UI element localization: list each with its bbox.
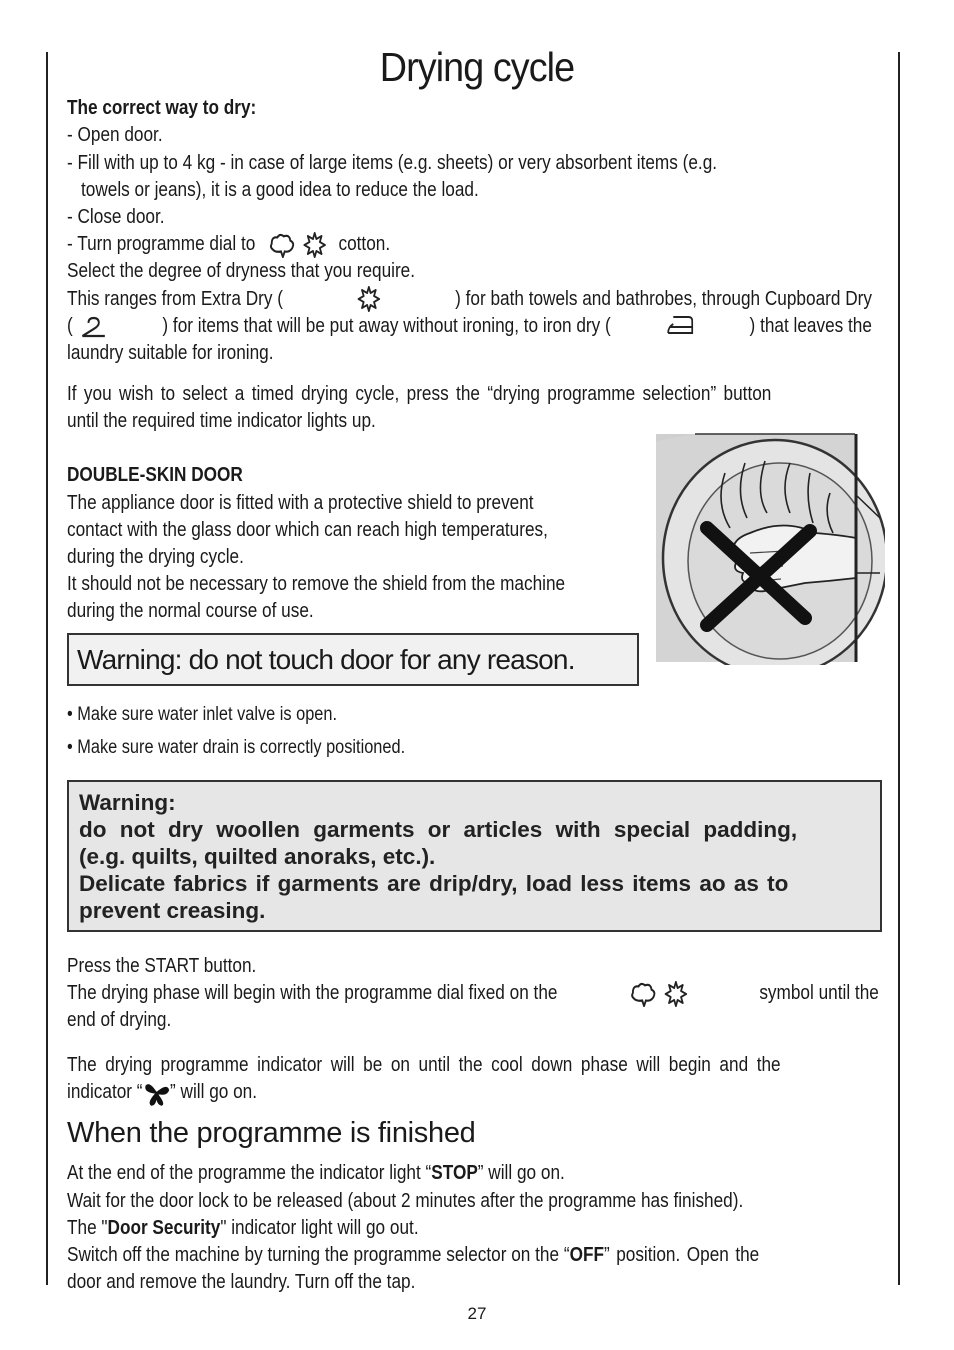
step-turn-cotton: cotton. bbox=[338, 233, 391, 255]
off-label: OFF bbox=[569, 1244, 604, 1266]
warning-line: Warning: bbox=[79, 790, 176, 815]
step-turn-text: - Turn programme dial to bbox=[67, 233, 256, 255]
timed-line-2: until the required time indicator lights up. bbox=[67, 410, 376, 432]
phase-c: end of drying. bbox=[67, 1009, 172, 1031]
finished-line-4 bbox=[67, 1242, 879, 1269]
timed-line-1-text: If you wish to select a timed drying cycle, press the “drying programme selection” button bbox=[67, 383, 772, 405]
phase-b: symbol until the bbox=[759, 982, 879, 1004]
indicator-line-2 bbox=[67, 1079, 257, 1106]
finished-line-2: Wait for the door lock to be released (about 2 minutes after the programme has finished). bbox=[67, 1190, 744, 1212]
finished-heading: When the programme is finished bbox=[67, 1117, 476, 1149]
range-2c: ) that leaves the bbox=[749, 315, 872, 337]
fabric-warning-box bbox=[67, 780, 882, 932]
check-item: • Make sure water inlet valve is open. bbox=[67, 704, 338, 725]
finished-line-3 bbox=[67, 1215, 419, 1242]
sun-dry-icon bbox=[664, 981, 688, 1007]
cotton-symbol-icon bbox=[628, 981, 659, 1007]
step-turn-dial bbox=[67, 231, 390, 258]
finished-l4a: Switch off the machine by turning the programme selector on the “ bbox=[67, 1244, 570, 1266]
hand-on-door-crossed-out bbox=[655, 433, 885, 665]
warning-line: prevent creasing. bbox=[79, 898, 266, 923]
page-title: Drying cycle bbox=[379, 44, 575, 90]
door-warning-box bbox=[67, 633, 639, 686]
warning-line: Delicate fabrics if garments are drip/dry, load less items ao as to bbox=[79, 871, 789, 896]
timed-line-1 bbox=[67, 381, 882, 408]
finished-line-5: door and remove the laundry. Turn off the tap. bbox=[67, 1271, 416, 1293]
range-3: laundry suitable for ironing. bbox=[67, 342, 274, 364]
select-degree: Select the degree of dryness that you require. bbox=[67, 260, 416, 282]
range-2b: ) for items that will be put away without ironing, to iron dry ( bbox=[162, 315, 611, 337]
indicator-2b: ” will go on. bbox=[170, 1081, 258, 1103]
finished-l1c: ” will go on. bbox=[477, 1162, 565, 1184]
range-1b: ) for bath towels and bathrobes, through Cupboard Dry bbox=[455, 288, 872, 310]
fan-icon bbox=[143, 1080, 171, 1106]
left-margin-rule bbox=[46, 52, 48, 1285]
dryness-range-line-1 bbox=[67, 286, 872, 313]
sun-dry-icon bbox=[357, 286, 381, 312]
finished-l4c: ” position. Open the bbox=[603, 1244, 760, 1266]
indicator-2a: indicator “ bbox=[67, 1081, 143, 1103]
finished-l3c: " indicator light will go out. bbox=[220, 1217, 419, 1239]
door-security-label: Door Security bbox=[107, 1217, 221, 1239]
phase-a: The drying phase will begin with the programme dial fixed on the bbox=[67, 982, 558, 1004]
check-item: • Make sure water drain is correctly positioned. bbox=[67, 737, 406, 758]
door-warning-text: Warning: do not touch door for any reason. bbox=[77, 644, 575, 675]
indicator-line-1: The drying programme indicator will be on until the cool down phase will begin and the bbox=[67, 1054, 781, 1076]
door-line: It should not be necessary to remove the shield from the machine bbox=[67, 573, 566, 595]
warning-line: (e.g. quilts, quilted anoraks, etc.). bbox=[79, 844, 436, 869]
intro-heading: The correct way to dry: bbox=[67, 97, 257, 119]
door-heading: DOUBLE-SKIN DOOR bbox=[67, 464, 243, 486]
sun-dry-icon bbox=[303, 232, 327, 258]
page-number: 27 bbox=[467, 1304, 487, 1323]
range-1a: This ranges from Extra Dry ( bbox=[67, 288, 284, 310]
stop-label: STOP bbox=[431, 1162, 478, 1184]
range-2a: ( bbox=[67, 315, 73, 337]
hanger-icon bbox=[78, 315, 111, 339]
step-fill-2: towels or jeans), it is a good idea to reduce the load. bbox=[81, 179, 479, 201]
door-line: during the normal course of use. bbox=[67, 600, 314, 622]
dryness-range-line-2 bbox=[67, 313, 872, 340]
finished-l3a: The " bbox=[67, 1217, 108, 1239]
step-fill-1: - Fill with up to 4 kg - in case of large items (e.g. sheets) or very absorbent items (e.g. bbox=[67, 152, 718, 174]
right-margin-rule bbox=[898, 52, 900, 1285]
iron-icon bbox=[663, 313, 697, 337]
door-line: contact with the glass door which can reach high temperatures, bbox=[67, 519, 548, 541]
door-line: The appliance door is fitted with a protective shield to prevent bbox=[67, 492, 534, 514]
step-close: - Close door. bbox=[67, 206, 165, 228]
press-start: Press the START button. bbox=[67, 955, 257, 977]
door-line: during the drying cycle. bbox=[67, 546, 244, 568]
step-open: - Open door. bbox=[67, 124, 163, 146]
finished-l1a: At the end of the programme the indicator light “ bbox=[67, 1162, 432, 1184]
warning-line: do not dry woollen garments or articles with special padding, bbox=[79, 817, 798, 842]
finished-line-1 bbox=[67, 1160, 565, 1187]
phase-line bbox=[67, 980, 879, 1007]
cotton-symbol-icon bbox=[267, 232, 298, 258]
